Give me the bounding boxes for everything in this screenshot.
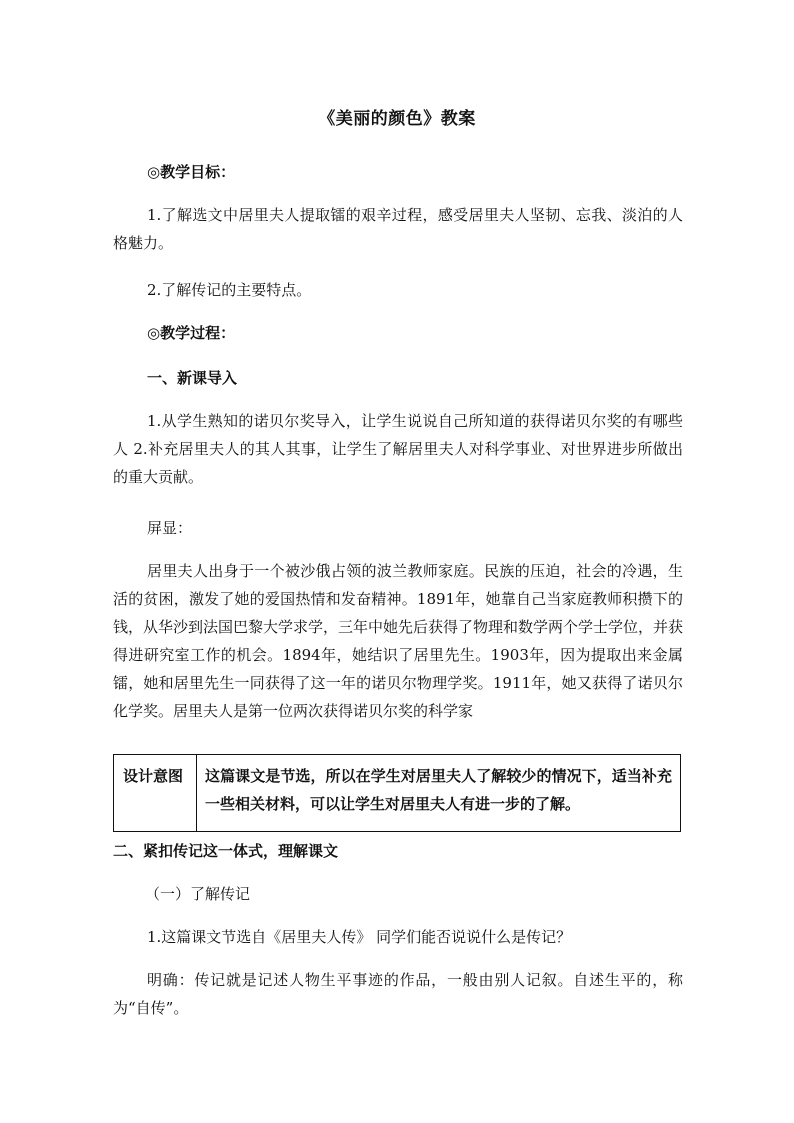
screen-text: 居里夫人出身于一个被沙俄占领的波兰教师家庭。民族的压迫，社会的冷遇，生活的贫困，激发了她的爱国热情和发奋精神。1891年，她靠自己当家庭教师积攒下的钱，从华沙到法国巴黎大学求学，三年中她先后获得了物理和数学两个学士学位，并获得进研究室工作的机会。1894年，她结识了居里先生。1903年，因为提取出来金属镭，她和居里先生一同获得了这一年的诺贝尔物理学奖。1911年，她又获得了诺贝尔化学奖。居里夫人是第一位两次获得诺贝尔奖的科学家 xyxy=(113,562,684,720)
document-title: 《美丽的颜色》教案 xyxy=(318,109,476,129)
screen-label: 屏显： xyxy=(147,519,193,537)
design-intent-label: 设计意图 xyxy=(114,755,197,831)
part2-answer: 明确：传记就是记述人物生平事迹的作品，一般由别人记叙。自述生平的，称为“自传”。 xyxy=(113,971,683,1017)
objective-1: 1.了解选文中居里夫人提取镭的艰辛过程，感受居里夫人坚韧、忘我、淡泊的人格魅力。 xyxy=(113,206,683,252)
objectives-heading: ◎教学目标： xyxy=(147,163,236,181)
part1-heading: 一、新课导入 xyxy=(147,369,238,387)
design-intent-text: 这篇课文是节选，所以在学生对居里夫人了解较少的情况下，适当补充一些相关材料，可以让学生对居里夫人有进一步的了解。 xyxy=(205,767,672,813)
design-intent-table xyxy=(113,754,681,832)
objective-2: 2.了解传记的主要特点。 xyxy=(147,281,312,299)
part2-heading: 二、紧扣传记这一体式，理解课文 xyxy=(113,842,339,860)
part2-question-1: 1.这篇课文节选自《居里夫人传》 同学们能否说说什么是传记？ xyxy=(147,928,572,946)
part1-text: 1.从学生熟知的诺贝尔奖导入，让学生说说自己所知道的获得诺贝尔奖的有哪些人 2.补充居里夫人的其人其事，让学生了解居里夫人对科学事业、对世界进步所做出的重大贡献。 xyxy=(113,412,683,486)
part2-subheading: （一）了解传记 xyxy=(145,885,251,903)
process-heading: ◎教学过程： xyxy=(147,324,236,342)
